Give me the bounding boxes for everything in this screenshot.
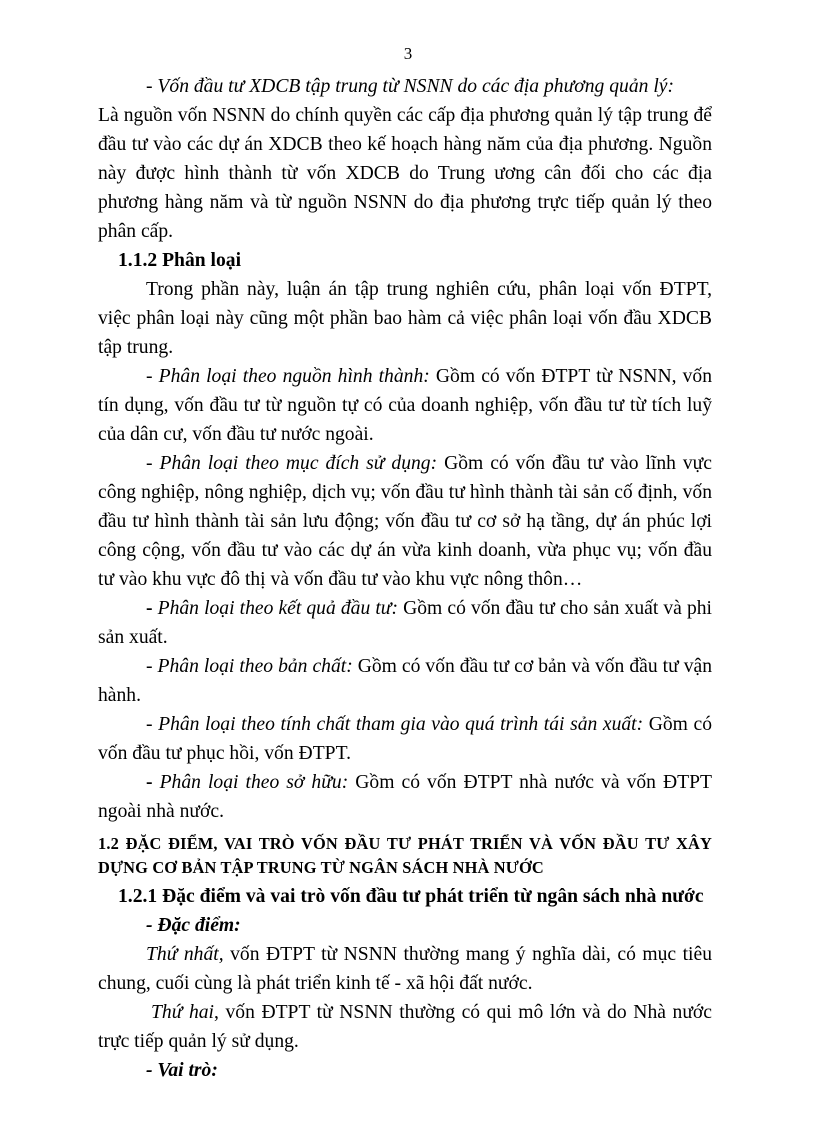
heading-1-2: 1.2 ĐẶC ĐIỂM, VAI TRÒ VỐN ĐẦU TƯ PHÁT TRIỂN VÀ VỐN ĐẦU TƯ XÂY DỰNG CƠ BẢN TẬP TRUNG TỪ NGÂN SÁCH NHÀ NƯỚC xyxy=(98,834,712,877)
classification-by-source xyxy=(98,362,712,449)
paragraph-text: vốn ĐTPT từ NSNN thường mang ý nghĩa dài, có mục tiêu chung, cuối cùng là phát triển kinh tế - xã hội đất nước. xyxy=(98,944,712,994)
classification-text: Gồm có vốn đầu tư cho sản xuất và phi sản xuất. xyxy=(98,598,713,648)
classification-by-result xyxy=(98,594,712,652)
ordinal-label: Thứ nhất, xyxy=(146,944,224,965)
paragraph-second-characteristic xyxy=(98,998,712,1056)
paragraph-text: , vốn ĐTPT từ NSNN thường có qui mô lớn và do Nhà nước trực tiếp quản lý sử dụng. xyxy=(98,1002,712,1052)
classification-text: Gồm có vốn ĐTPT từ NSNN, vốn tín dụng, vốn đầu tư từ nguồn tự có của doanh nghiệp, vốn đầu tư từ tích luỹ của dân cư, vốn đầu tư nước ngoài. xyxy=(98,366,712,445)
paragraph-text: Là nguồn vốn NSNN do chính quyền các cấp địa phương quản lý tập trung để đầu tư vào các dự án XDCB theo kế hoạch hàng năm của địa phương. Nguồn này được hình thành từ vốn XDCB do Trung ương cân đối cho các địa phương hàng năm và từ nguồn NSNN do địa phương trực tiếp quản lý theo phân cấp. xyxy=(98,105,712,242)
classification-by-ownership xyxy=(98,768,712,826)
classification-label: Phân loại theo sở hữu: xyxy=(152,772,349,793)
classification-dash: - xyxy=(146,772,153,793)
paragraph-first-characteristic xyxy=(98,940,712,998)
label-role: - Vai trò: xyxy=(146,1060,218,1081)
classification-dash: - xyxy=(146,598,153,619)
classification-text: Gồm có vốn đầu tư cơ bản và vốn đầu tư vận hành. xyxy=(98,656,712,706)
classification-label: - Phân loại theo mục đích sử dụng: xyxy=(146,453,438,474)
classification-label: - Phân loại theo tính chất tham gia vào quá trình tái sản xuất: xyxy=(146,714,644,735)
document-body xyxy=(98,72,712,1085)
classification-text: Gồm có vốn đầu tư vào lĩnh vực công nghiệp, nông nghiệp, dịch vụ; vốn đầu tư hình thành tài sản cố định, vốn đầu tư hình thành tài sản lưu động; vốn đầu tư cơ sở hạ tầng, dự án phúc lợi công cộng, vốn đầu tư vào các dự án vừa kinh doanh, vừa phục vụ; vốn đầu tư vào khu vực đô thị và vốn đầu tư vào khu vực nông thôn… xyxy=(98,453,712,590)
page-number: 3 xyxy=(403,44,413,63)
ordinal-label: Thứ hai xyxy=(151,1002,214,1023)
classification-label: - Phân loại theo nguồn hình thành: xyxy=(146,366,430,387)
classification-label: - Phân loại theo bản chất: xyxy=(146,656,353,677)
classification-by-nature xyxy=(98,652,712,710)
paragraph-intro-classification: Trong phần này, luận án tập trung nghiên cứu, phân loại vốn ĐTPT, việc phân loại này cũng một phần bao hàm cả việc phân loại vốn đầu XDCB tập trung. xyxy=(98,279,712,358)
classification-by-purpose xyxy=(98,449,712,594)
label-characteristics: - Đặc điểm: xyxy=(146,915,241,936)
classification-label: Phân loại theo kết quả đầu tư: xyxy=(152,598,399,619)
classification-text: Gồm có vốn ĐTPT nhà nước và vốn ĐTPT ngoài nhà nước. xyxy=(98,772,712,822)
heading-1-1-2: 1.1.2 Phân loại xyxy=(118,250,242,271)
paragraph-label: - Vốn đầu tư XDCB tập trung từ NSNN do các địa phương quản lý: xyxy=(146,76,674,97)
heading-1-2-1: 1.2.1 Đặc điểm và vai trò vốn đầu tư phát triển từ ngân sách nhà nước xyxy=(118,886,704,907)
paragraph-local-investment xyxy=(98,72,712,246)
classification-by-reproduction xyxy=(98,710,712,768)
classification-text: Gồm có vốn đầu tư phục hồi, vốn ĐTPT. xyxy=(98,714,712,764)
